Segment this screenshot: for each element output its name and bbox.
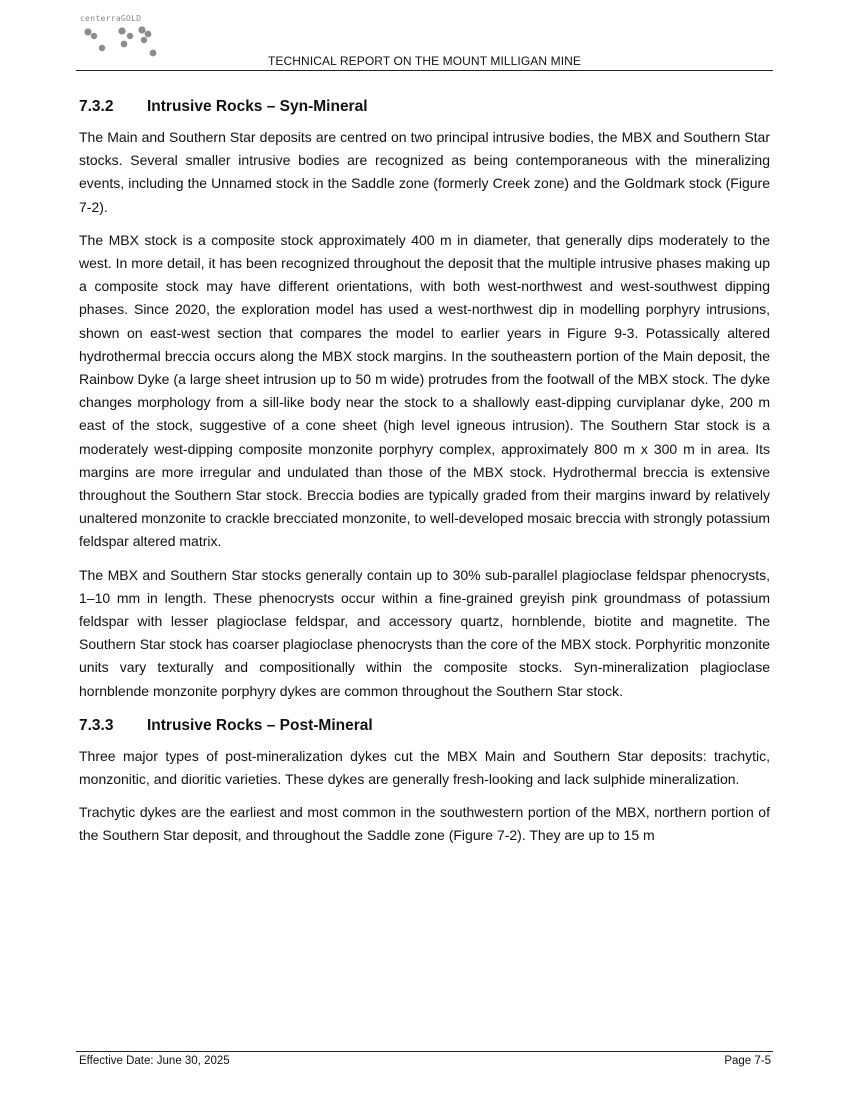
header-divider <box>76 70 773 71</box>
report-body <box>79 96 770 848</box>
body-paragraph: The Main and Southern Star deposits are centred on two principal intrusive bodies, the MBX and Southern Star stocks. Several smaller intrusive bodies are recognized as being contemporaneous with the mineralizing events, including the Unnamed stock in the Saddle zone (formerly Creek zone) and the Goldmark stock (Figure 7-2). <box>79 129 770 215</box>
report-header-title: TECHNICAL REPORT ON THE MOUNT MILLIGAN MINE <box>267 54 581 68</box>
section-title: Intrusive Rocks – Post-Mineral <box>147 716 373 734</box>
body-paragraph: The MBX and Southern Star stocks generally contain up to 30% sub-parallel plagioclase feldspar phenocrysts, 1–10 mm in length. These phenocrysts occur within a fine-grained greyish pink groundmass of potassium feldspar with lesser plagioclase feldspar, and accessory quartz, hornblende, biotite and magnetite. The Southern Star stock has coarser plagioclase phenocrysts than the core of the MBX stock. Porphyritic monzonite units vary texturally and compositionally within the composite stocks. Syn-mineralization plagioclase hornblende monzonite porphyry dykes are common throughout the Southern Star stock. <box>79 566 771 699</box>
section-heading-7-3-2 <box>79 96 770 118</box>
body-paragraph: The MBX stock is a composite stock approximately 400 m in diameter, that generally dips moderately to the west. In more detail, it has been recognized throughout the deposit that the multiple intrusive phases making up a composite stock may have different orientations, with both west-northwest and west-southwest dipping phases. Since 2020, the exploration model has used a west-northwest dip in modelling porphyry intrusions, shown on east-west section that compares the model to earlier years in Figure 9-3. Potassically altered hydrothermal breccia occurs along the MBX stock margins. In the southeastern portion of the Main deposit, the Rainbow Dyke (a large sheet intrusion up to 50 m wide) protrudes from the footwall of the MBX stock. The dyke changes morphology from a sill-like body near the stock to a shallowly east-dipping curviplanar dyke, 200 m east of the stock, suggestive of a cone sheet (high level igneous intrusion). The Southern Star stock is a moderately west-dipping composite monzonite porphyry complex, approximately 800 m x 300 m in area. Its margins are more irregular and undulated than those of the MBX stock. Hydrothermal breccia is extensive throughout the Southern Star stock. Breccia bodies are typically graded from their margins inward by relatively unaltered monzonite to crackle brecciated monzonite, to well-developed mosaic breccia with strongly potassium feldspar altered matrix. <box>79 231 771 550</box>
footer-divider <box>76 1051 773 1052</box>
page-number: Page 7-5 <box>724 1055 771 1067</box>
section-title: Intrusive Rocks – Syn-Mineral <box>147 98 368 115</box>
body-paragraph: Three major types of post-mineralization dykes cut the MBX Main and Southern Star deposits: trachytic, monzonitic, and dioritic varieties. These dykes are generally fresh-looking and lack sulphide mineralization. <box>79 747 770 788</box>
section-number: 7.3.3 <box>79 716 114 734</box>
body-paragraph: Trachytic dykes are the earliest and most common in the southwestern portion of the MBX, northern portion of the Southern Star deposit, and throughout the Saddle zone (Figure 7-2). They are up to 15 m <box>79 804 770 844</box>
section-number: 7.3.2 <box>79 98 114 115</box>
logo-wordmark: centerraGOLD <box>80 14 142 23</box>
effective-date: Effective Date: June 30, 2025 <box>79 1055 230 1067</box>
section-heading-7-3-3 <box>79 715 770 737</box>
